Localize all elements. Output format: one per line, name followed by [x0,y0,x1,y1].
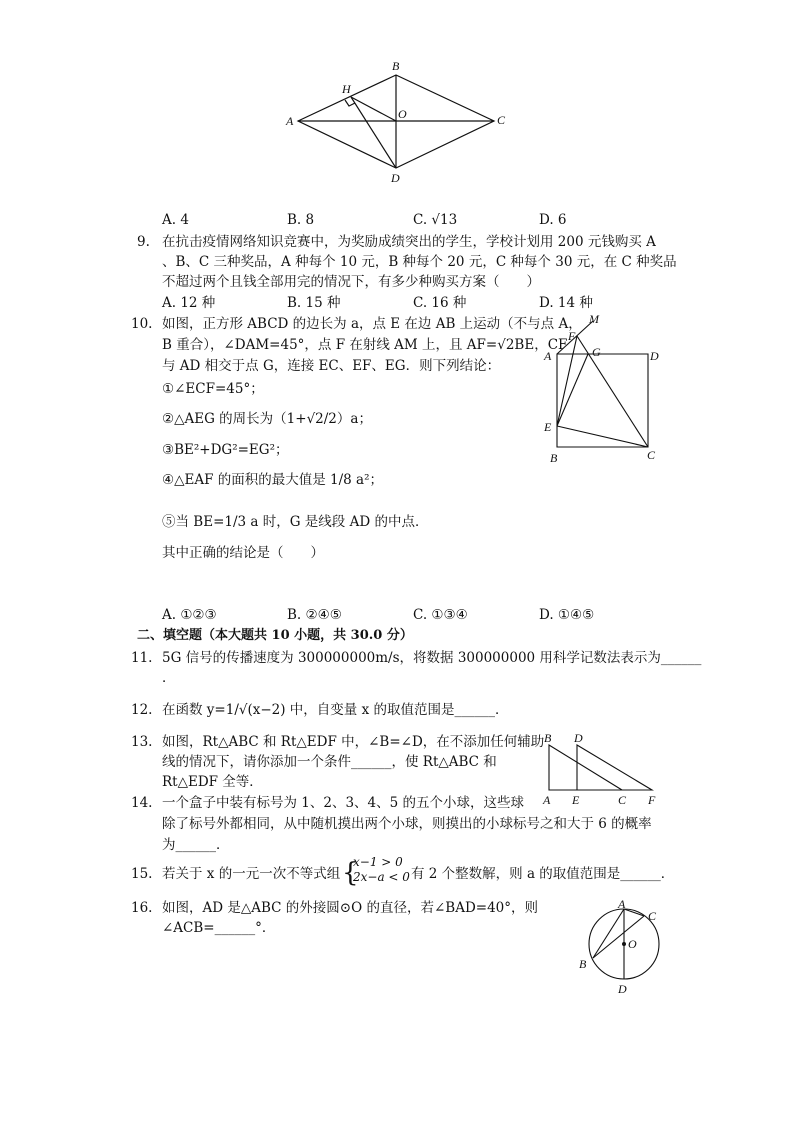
q11-line-2: ． [162,670,176,686]
q16-line-1: 如图，AD 是△ABC 的外接圆⊙O 的直径，若∠BAD=40°，则 [162,900,539,916]
q8-option-c: C. √13 [413,212,458,228]
q10-option-b: B. ②④⑤ [287,607,342,623]
q10-number: 10. [131,316,153,332]
q10-conclusion-1: ①∠ECF=45°； [162,381,264,397]
q10-option-d: D. ①④⑤ [539,607,595,623]
label-a: A [618,897,626,911]
q13-line-1: 如图，Rt△ABC 和 Rt△EDF 中，∠B=∠D，在不添加任何辅助 [162,734,545,750]
center-dot [622,942,626,946]
q9-line-1: 在抗击疫情网络知识竞赛中，为奖励成绩突出的学生，学校计划用 200 元钱购买 A [162,234,656,250]
q15-post: 有 2 个整数解，则 a 的取值范围是______． [411,866,675,882]
q9-option-d: D. 14 种 [539,295,593,311]
q15-pre: 若关于 x 的一元一次不等式组 [162,866,341,882]
q16-number: 16. [131,900,153,916]
label-d: D [574,731,583,745]
label-b: B [544,731,552,745]
q10-option-a: A. ①②③ [162,607,217,623]
q10-ask: 其中正确的结论是（ ） [162,545,324,561]
q9-option-b: B. 15 种 [287,295,341,311]
q10-conclusion-2: ②△AEG 的周长为（1+√2/2）a； [162,411,372,427]
label-a: A [543,793,551,807]
q12-line: 在函数 y=1/√(x−2) 中，自变量 x 的取值范围是______． [162,702,509,718]
q16-line-2: ∠ACB=______°． [162,920,276,936]
q15-inequality-2: 2x−a < 0 [353,870,410,884]
label-c: C [648,909,657,923]
label-b: B [392,59,400,73]
q14-line-2: 除了标号外都相同，从中随机摸出两个小球，则摸出的小球标号之和大于 6 的概率 [162,816,652,832]
q9-number: 9. [137,234,150,250]
label-a: A [544,349,552,363]
label-b: B [550,451,558,465]
label-o: O [398,107,407,121]
label-a: A [286,114,294,128]
q9-option-c: C. 16 种 [413,295,467,311]
label-d: D [650,349,659,363]
q10-conclusion-5: ⑤当 BE=1/3 a 时，G 是线段 AD 的中点． [162,514,429,530]
q13-line-2: 线的情况下，请你添加一个条件______，使 Rt△ABC 和 [162,754,497,770]
label-o: O [628,937,637,951]
label-c: C [618,793,627,807]
section-2-heading: 二、填空题（本大题共 10 小题，共 30.0 分） [137,628,413,643]
label-b: B [579,957,587,971]
q10-line-3: 与 AD 相交于点 G，连接 EC、EF、EG．则下列结论： [162,358,501,374]
q14-number: 14. [131,795,153,811]
label-m: M [589,312,599,326]
q8-option-b: B. 8 [287,212,315,228]
q9-option-a: A. 12 种 [162,295,216,311]
label-d: D [391,171,400,185]
q11-number: 11. [131,650,153,666]
label-h: H [342,82,351,96]
segment-ab [593,909,624,958]
label-d: D [618,982,627,996]
q13-line-3: Rt△EDF 全等． [162,774,263,790]
q11-line-1: 5G 信号的传播速度为 300000000m/s，将数据 300000000 用科学记数法表示为______ [162,650,702,666]
q10-line-1: 如图，正方形 ABCD 的边长为 a，点 E 在边 AB 上运动（不与点 A， [162,316,582,332]
q14-line-3: 为______． [162,837,230,853]
q10-conclusion-4: ④△EAF 的面积的最大值是 1/8 a²； [162,472,384,488]
q8-option-d: D. 6 [539,212,567,228]
label-e: E [544,420,552,434]
label-f: F [648,793,656,807]
q14-line-1: 一个盒子中装有标号为 1、2、3、4、5 的五个小球，这些球 [162,795,525,811]
q8-option-a: A. 4 [162,212,189,228]
q15-brace: { [342,858,359,888]
q12-number: 12. [131,702,153,718]
label-c: C [647,448,656,462]
q10-line-2: B 重合），∠DAM=45°，点 F 在射线 AM 上，且 AF=√2BE，CF [162,337,568,353]
label-e: E [572,793,580,807]
label-f: F [568,329,576,343]
q9-line-2: 、B、C 三种奖品，A 种每个 10 元，B 种每个 20 元，C 种每个 30 元，在 C 种奖品 [162,254,677,270]
q10-conclusion-3: ③BE²+DG²=EG²； [162,442,289,458]
label-c: C [497,113,506,127]
q10-option-c: C. ①③④ [413,607,468,623]
q15-inequality-1: x−1 > 0 [353,855,403,869]
q15-number: 15. [131,866,153,882]
q9-line-3: 不超过两个且钱全部用完的情况下，有多少种购买方案（ ） [162,274,540,290]
q13-number: 13. [131,734,153,750]
label-g: G [592,345,601,359]
